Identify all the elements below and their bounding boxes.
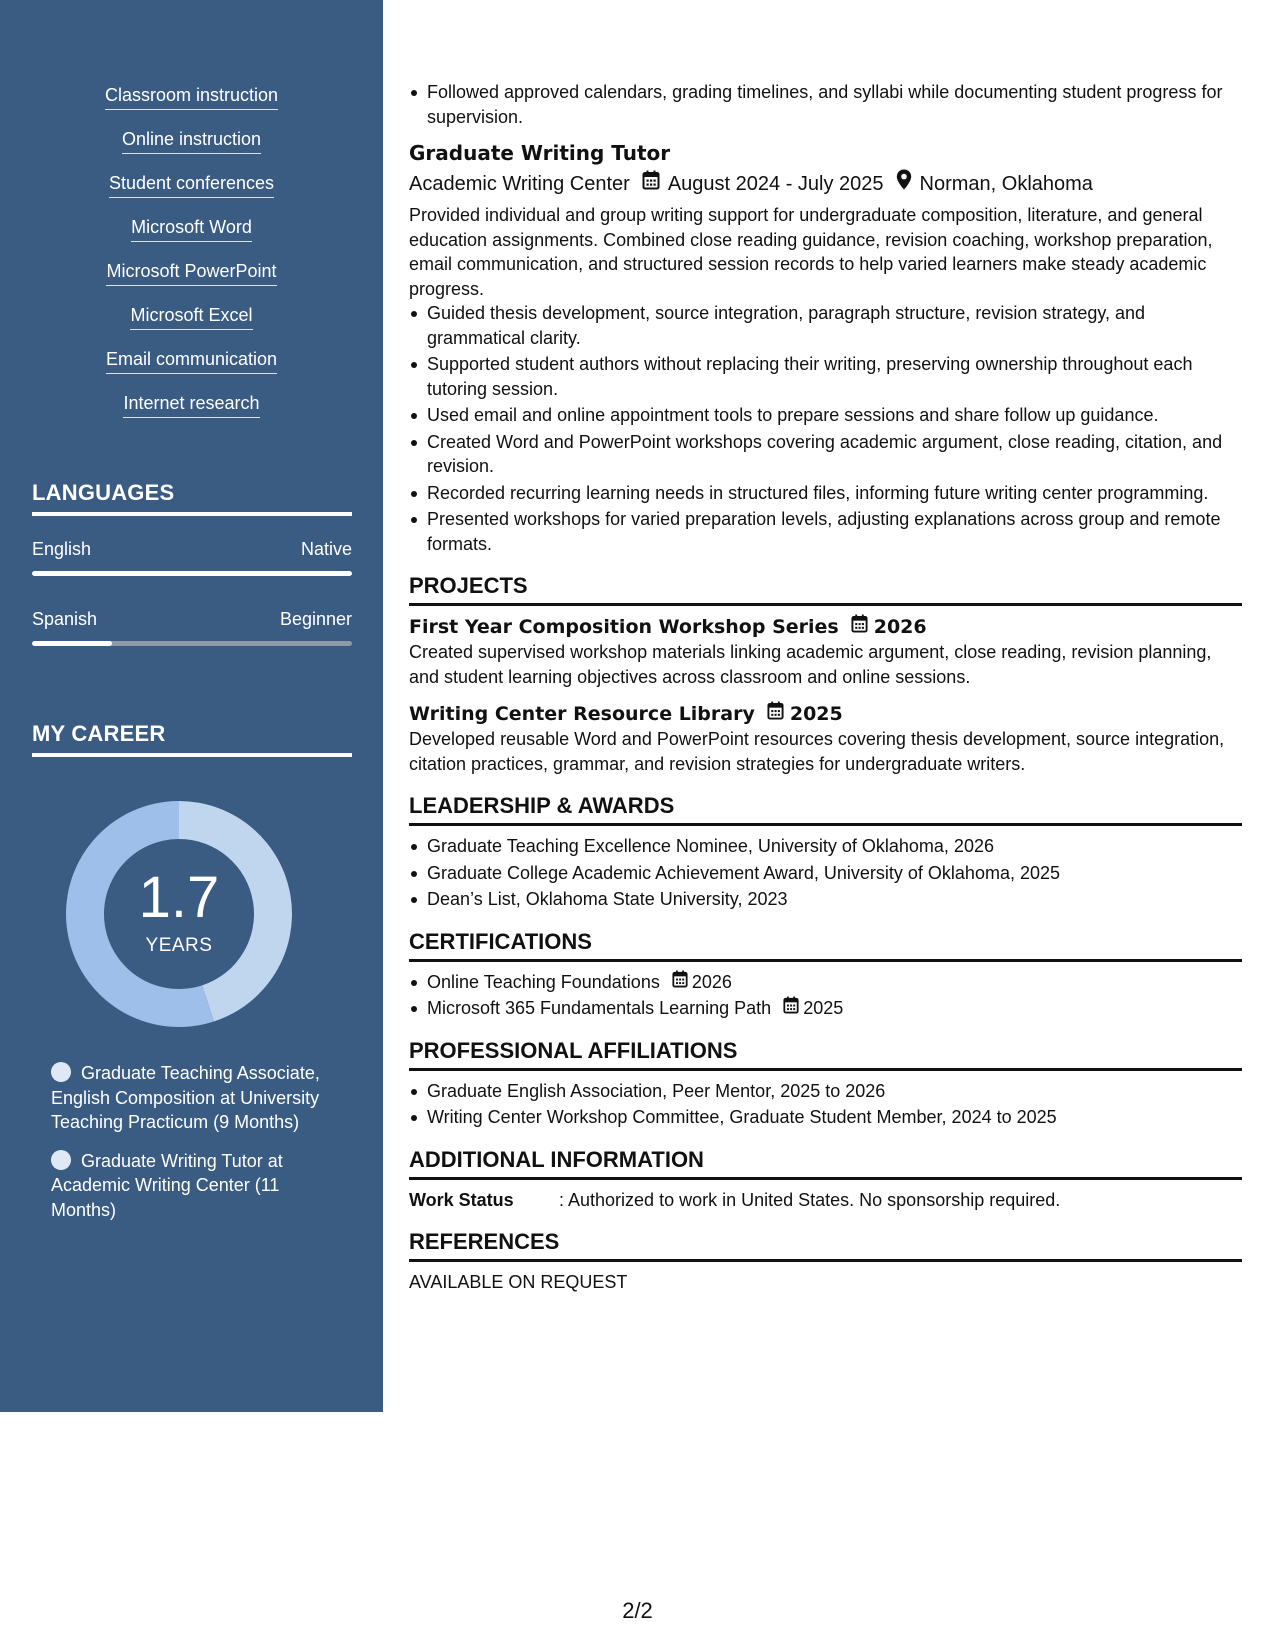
- certifications-heading: CERTIFICATIONS: [409, 928, 1242, 962]
- language-bar-fill: [32, 641, 112, 646]
- bullet-item: Guided thesis development, source integration, paragraph structure, revision strategy, and grammatical clarity.: [409, 301, 1242, 350]
- calendar-icon: [642, 170, 660, 198]
- sidebar: [0, 0, 383, 1412]
- language-bar: [32, 641, 352, 646]
- project-title-row: [409, 614, 1242, 640]
- career-years-unit: YEARS: [145, 935, 213, 956]
- calendar-icon: [767, 701, 784, 727]
- bullet-item: Followed approved calendars, grading timelines, and syllabi while documenting student progress for supervision.: [409, 80, 1242, 129]
- job-org: Academic Writing Center: [409, 172, 630, 195]
- job-location: Norman, Oklahoma: [919, 172, 1093, 195]
- affiliations-list: [409, 1079, 1242, 1130]
- project-title-row: [409, 701, 1242, 727]
- career-years-value: 1.7: [138, 865, 220, 930]
- career-dot-icon: [51, 1062, 71, 1082]
- references-heading: REFERENCES: [409, 1228, 1242, 1262]
- project-description: Developed reusable Word and PowerPoint resources covering thesis development, source integration, citation practices, grammar, and revision strategies for undergraduate writers.: [409, 729, 1225, 774]
- certification-year: 2025: [803, 998, 844, 1018]
- job-title: Graduate Writing Tutor: [409, 141, 671, 165]
- main-content: [409, 80, 1242, 1295]
- project-year: 2026: [873, 616, 927, 638]
- affiliations-heading: PROFESSIONAL AFFILIATIONS: [409, 1037, 1242, 1071]
- job-dates: August 2024 - July 2025: [667, 172, 884, 195]
- job-meta: [409, 169, 1242, 198]
- skill-item: Online instruction: [122, 128, 261, 154]
- career-item-text: Graduate Writing Tutor at Academic Writing Center (11 Months): [51, 1150, 283, 1220]
- skill-item: Microsoft PowerPoint: [106, 260, 276, 286]
- language-level: Native: [300, 539, 352, 559]
- language-name: English: [32, 539, 92, 559]
- affiliation-item: Graduate English Association, Peer Mentor, 2025 to 2026: [409, 1079, 1242, 1104]
- skills-list: [0, 84, 383, 436]
- certification-name: Online Teaching Foundations: [427, 971, 660, 992]
- language-name: Spanish: [32, 609, 98, 629]
- certifications-list: [409, 970, 1242, 1021]
- awards-list: [409, 834, 1242, 912]
- skill-item: Classroom instruction: [105, 84, 278, 110]
- skill-item: Email communication: [106, 348, 277, 374]
- language-bar-fill: [32, 571, 352, 576]
- location-pin-icon: [896, 169, 912, 198]
- work-status-value: : Authorized to work in United States. No sponsorship required.: [559, 1189, 1061, 1210]
- skill-item: Student conferences: [109, 172, 274, 198]
- project-title: Writing Center Resource Library: [409, 703, 755, 725]
- language-row: [32, 609, 352, 630]
- award-item: Dean’s List, Oklahoma State University, 2023: [409, 887, 1242, 912]
- calendar-icon: [783, 996, 799, 1021]
- language-level: Beginner: [279, 609, 352, 629]
- certification-item: [409, 996, 1242, 1021]
- career-item: [51, 1149, 341, 1223]
- language-bar: [32, 571, 352, 576]
- references-text: AVAILABLE ON REQUEST: [409, 1272, 628, 1292]
- project-title: First Year Composition Workshop Series: [409, 616, 839, 638]
- projects-heading: PROJECTS: [409, 572, 1242, 606]
- language-row: [32, 539, 352, 560]
- career-heading: MY CAREER: [32, 721, 352, 757]
- additional-info-heading: ADDITIONAL INFORMATION: [409, 1146, 1242, 1180]
- bullet-item: Supported student authors without replacing their writing, preserving ownership throughout each tutoring session.: [409, 352, 1242, 401]
- bullet-item: Used email and online appointment tools to prepare sessions and share follow up guidance.: [409, 403, 1242, 428]
- career-list: [51, 1061, 341, 1236]
- skill-item: Microsoft Word: [131, 216, 252, 242]
- awards-heading: LEADERSHIP & AWARDS: [409, 792, 1242, 826]
- award-item: Graduate Teaching Excellence Nominee, University of Oklahoma, 2026: [409, 834, 1242, 859]
- page-number: 2/2: [622, 1598, 653, 1623]
- certification-item: [409, 970, 1242, 995]
- calendar-icon: [851, 614, 868, 640]
- career-dot-icon: [51, 1150, 71, 1170]
- skill-item: Internet research: [123, 392, 259, 418]
- certification-name: Microsoft 365 Fundamentals Learning Path: [427, 998, 772, 1018]
- bullet-item: Recorded recurring learning needs in structured files, informing future writing center programming.: [409, 481, 1242, 506]
- work-status-row: [409, 1188, 1242, 1213]
- career-item-text: Graduate Teaching Associate, English Composition at University Teaching Practicum (9 Months): [51, 1063, 320, 1132]
- job-description: Provided individual and group writing support for undergraduate composition, literature, and general education assignments. Combined close reading guidance, revision coaching, workshop preparation, email communication, and structured session records to help varied learners make steady academic progress.: [409, 205, 1213, 299]
- bullet-item: Presented workshops for varied preparation levels, adjusting explanations across group and remote formats.: [409, 507, 1242, 556]
- project-description: Created supervised workshop materials linking academic argument, close reading, revision planning, and student learning objectives across classroom and online sessions.: [409, 642, 1212, 687]
- career-item: [51, 1061, 341, 1135]
- work-status-label: Work Status: [409, 1189, 514, 1210]
- certification-year: 2026: [691, 971, 732, 992]
- previous-job-bullets: [409, 80, 1242, 129]
- affiliation-item: Writing Center Workshop Committee, Graduate Student Member, 2024 to 2025: [409, 1105, 1242, 1130]
- calendar-icon: [672, 970, 688, 995]
- bullet-item: Created Word and PowerPoint workshops covering academic argument, close reading, citation, and revision.: [409, 430, 1242, 479]
- project-year: 2025: [789, 703, 843, 725]
- skill-item: Microsoft Excel: [130, 304, 252, 330]
- job-bullets: [409, 301, 1242, 556]
- award-item: Graduate College Academic Achievement Award, University of Oklahoma, 2025: [409, 861, 1242, 886]
- languages-heading: LANGUAGES: [32, 480, 352, 516]
